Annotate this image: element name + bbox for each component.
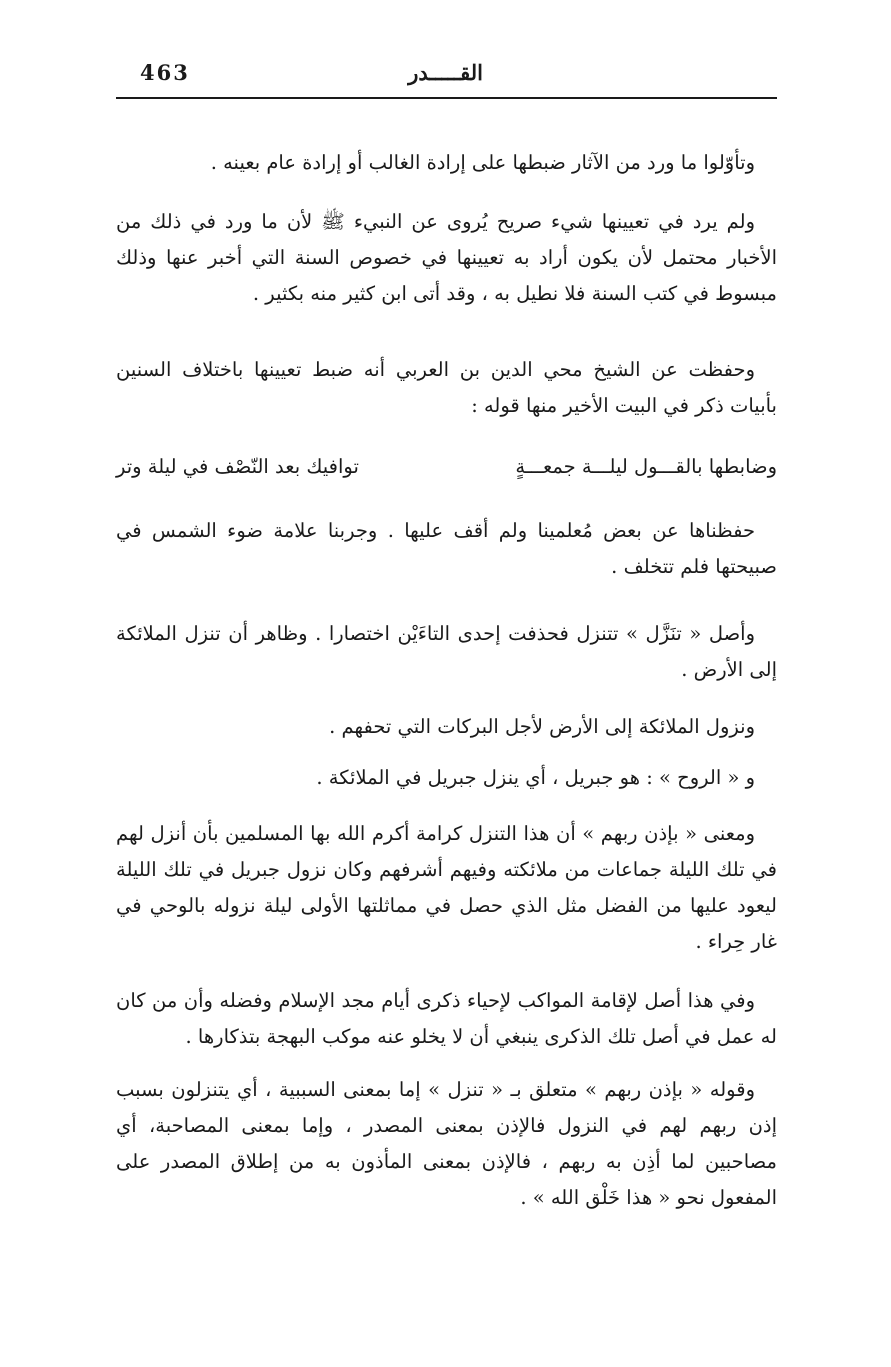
paragraph: ونزول الملائكة إلى الأرض لأجل البركات التي تحفهم . — [329, 715, 755, 738]
chapter-title: القـــــدر — [408, 60, 483, 85]
paragraph: وتأوّلوا ما ورد من الآثار ضبطها على إرادة الغالب أو إرادة عام بعينه . — [210, 151, 755, 174]
page-header — [116, 56, 777, 96]
poem-verse — [116, 449, 777, 485]
paragraph: ولم يرد في تعيينها شيء صريح يُروى عن النبيء ﷺ لأن ما ورد في ذلك من الأخبار محتمل لأن يكون أراد به تعيينها في خصوص السنة التي أخبر عنها وذلك مبسوط في كتب السنة فلا نطيل به ، وقد أتى ابن كثير منه بكثير . — [116, 210, 777, 305]
paragraph: وفي هذا أصل لإقامة المواكب لإحياء ذكرى أيام مجد الإسلام وفضله وأن من كان له عمل في أصل تلك الذكرى ينبغي أن لا يخلو عنه موكب البهجة بتذكارها . — [116, 989, 777, 1048]
paragraph: وحفظت عن الشيخ محي الدين بن العربي أنه ضبط تعيينها باختلاف السنين بأبيات ذكر في البيت الأخير منها قوله : — [116, 358, 777, 417]
verse-second-hemistich: توافيك بعد النّصْف في ليلة وتر — [116, 455, 359, 478]
paragraph: و « الروح » : هو جبريل ، أي ينزل جبريل في الملائكة . — [316, 766, 755, 789]
header-divider — [116, 97, 777, 99]
paragraph: وأصل « تنَزَّل » تتنزل فحذفت إحدى التاءَيْن اختصارا . وظاهر أن تنزل الملائكة إلى الأرض . — [116, 622, 777, 681]
page-number: 463 — [140, 60, 190, 85]
verse-first-hemistich: وضابطها بالقـــول ليلـــة جمعـــةٍ — [515, 455, 777, 478]
paragraph: حفظناها عن بعض مُعلمينا ولم أقف عليها . وجربنا علامة ضوء الشمس في صبيحتها فلم تتخلف . — [116, 519, 777, 578]
paragraph: ومعنى « بإذن ربهم » أن هذا التنزل كرامة أكرم الله بها المسلمين بأن أنزل لهم في تلك الليلة جماعات من ملائكته وفيهم أشرفهم وكان نزول جبريل في تلك الليلة ليعود عليها من الفضل مثل الذي حصل في مماثلتها الأولى ليلة نزوله بالوحي في غار حِراء . — [116, 822, 777, 953]
paragraph: وقوله « بإذن ربهم » متعلق بـ « تنزل » إما بمعنى السببية ، أي يتنزلون بسبب إذن ربهم لهم في النزول فالإذن بمعنى المصدر ، وإما بمعنى المصاحبة، أي مصاحبين لما أذِن به ربهم ، فالإذن بمعنى المأذون به من إطلاق المصدر على المفعول نحو « هذا خَلْق الله » . — [116, 1078, 777, 1209]
